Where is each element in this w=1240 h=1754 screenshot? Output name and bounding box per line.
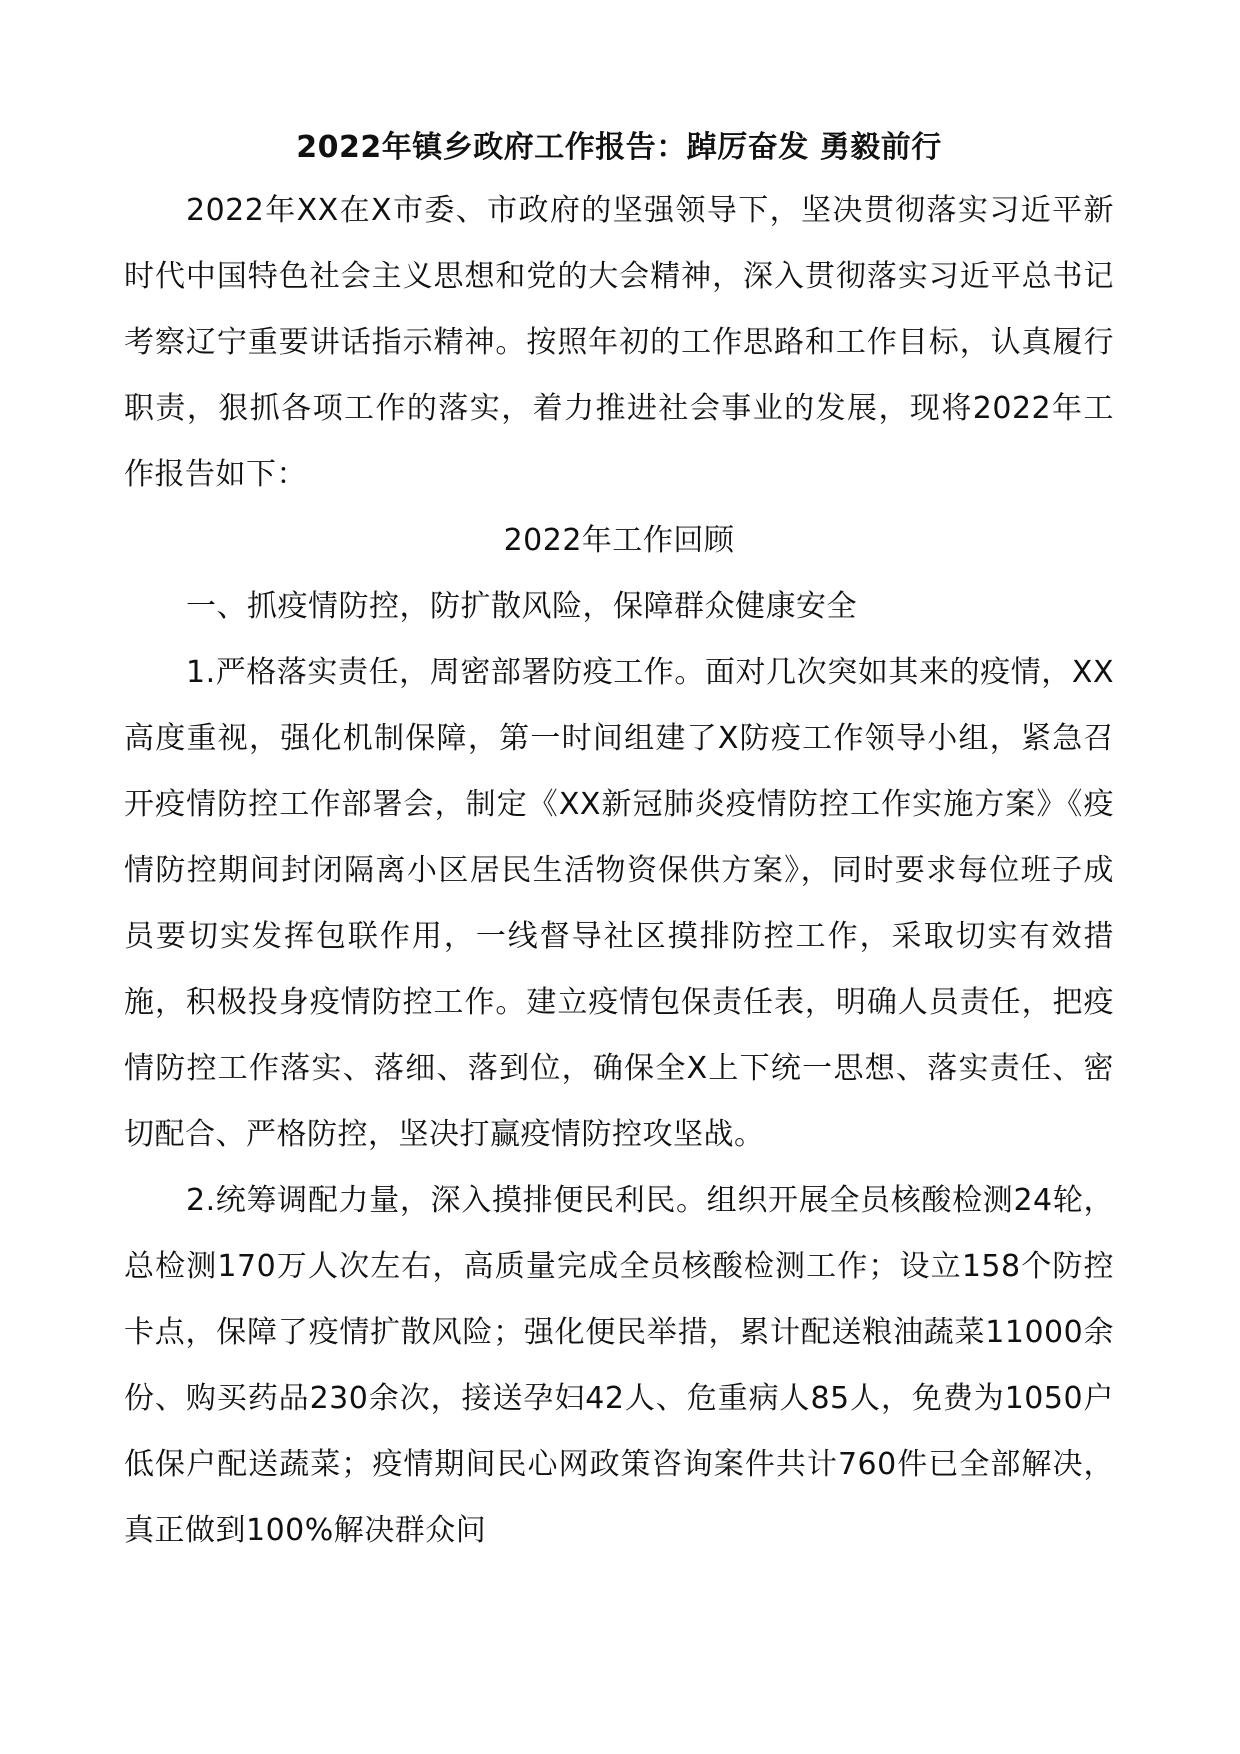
item-paragraph-2: 2.统筹调配力量，深入摸排便民利民。组织开展全员核酸检测24轮，总检测170万人次左右，高质量完成全员核酸检测工作；设立158个防控卡点，保障了疫情扩散风险；强化便民举措，累计配送粮油蔬菜11000余份、购买药品230余次，接送孕妇42人、危重病人85人，免费为1050户低保户配送蔬菜；疫情期间民心网政策咨询案件共计760件已全部解决，真正做到100%解决群众问 (124, 1183, 1114, 1548)
subsection-heading: 一、抓疫情防控，防扩散风险，保障群众健康安全 (186, 589, 857, 624)
document-page (124, 118, 1114, 1564)
section-title: 2022年工作回顾 (503, 523, 735, 558)
item-paragraph-1: 1.严格落实责任，周密部署防疫工作。面对几次突如其来的疫情，XX高度重视，强化机制保障，第一时间组建了X防疫工作领导小组，紧急召开疫情防控工作部署会，制定《XX新冠肺炎疫情防控工作实施方案》《疫情防控期间封闭隔离小区居民生活物资保供方案》，同时要求每位班子成员要切实发挥包联作用，一线督导社区摸排防控工作，采取切实有效措施，积极投身疫情防控工作。建立疫情包保责任表，明确人员责任，把疫情防控工作落实、落细、落到位，确保全X上下统一思想、落实责任、密切配合、严格防控，坚决打赢疫情防控攻坚战。 (124, 655, 1114, 1152)
document-title: 2022年镇乡政府工作报告：踔厉奋发 勇毅前行 (296, 130, 942, 165)
intro-paragraph: 2022年XX在X市委、市政府的坚强领导下，坚决贯彻落实习近平新时代中国特色社会主义思想和党的大会精神，深入贯彻落实习近平总书记考察辽宁重要讲话指示精神。按照年初的工作思路和工作目标，认真履行职责，狠抓各项工作的落实，着力推进社会事业的发展，现将2022年工作报告如下： (124, 193, 1114, 492)
